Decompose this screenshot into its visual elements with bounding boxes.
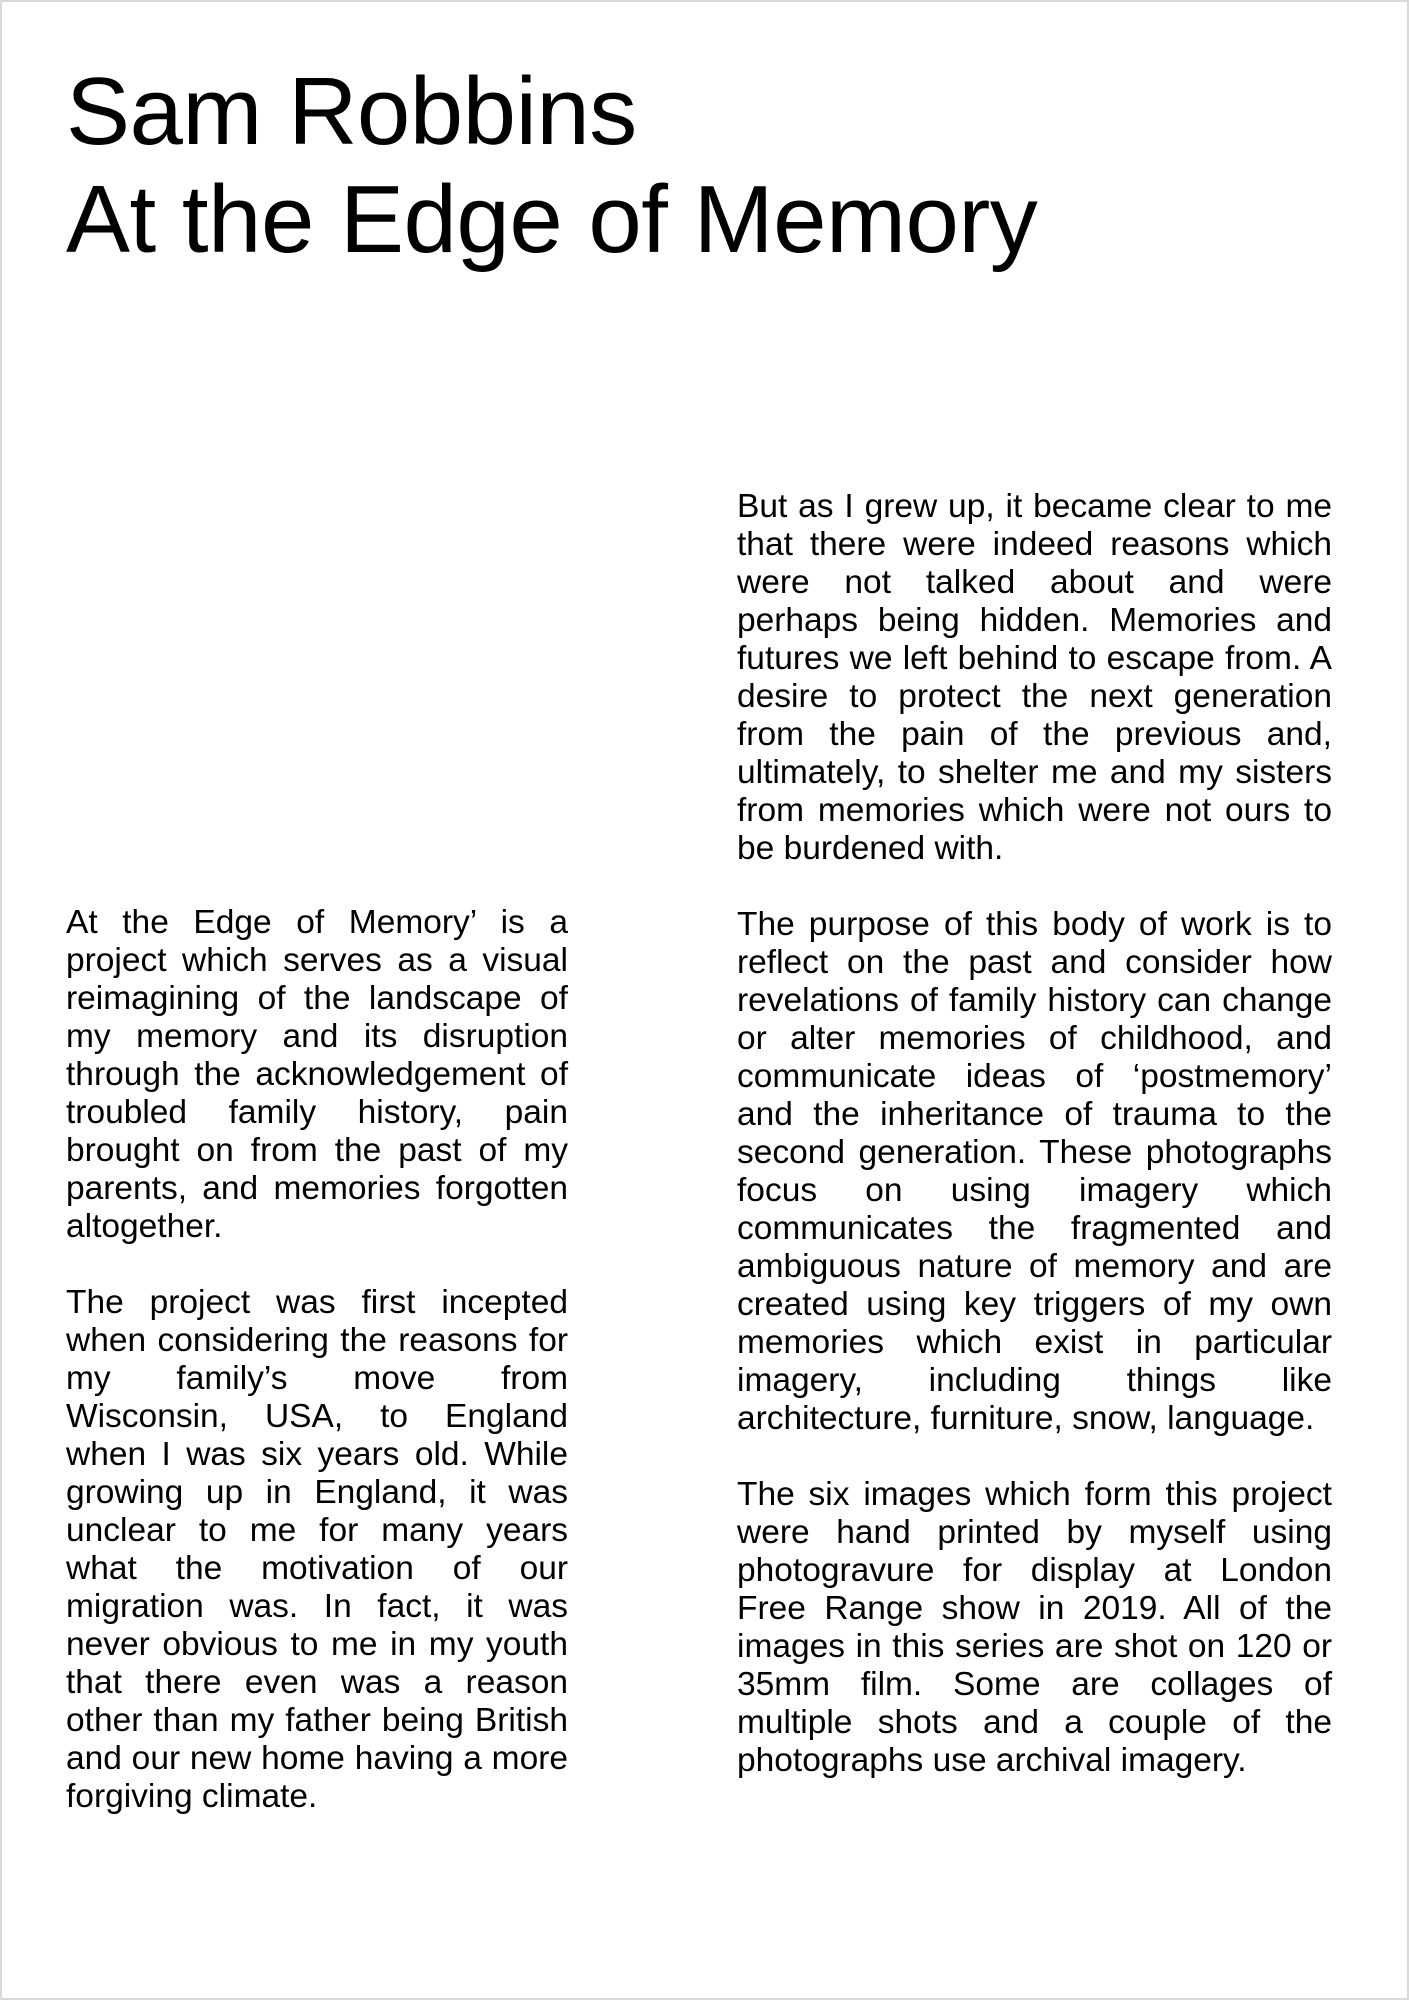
project-title: At the Edge of Memory [66,166,1038,273]
page-title [66,58,1037,274]
paragraph-reasons: But as I grew up, it became clear to me that there were indeed reasons which were not talked about and were perhaps being hidden. Memories and futures we left behind to escape from. A desire to protect the next generation from the pain of the previous and, ultimately, to shelter me and my sisters from memories which were not ours to be burdened with. [737,488,1332,867]
author-name: Sam Robbins [66,58,637,165]
paragraph-origin: The project was first incepted when considering the reasons for my family’s move from Wisconsin, USA, to England when I was six years old. While growing up in England, it was unclear to me for many years what the motivation of our migration was. In fact, it was never obvious to me in my youth that there even was a reason other than my father being British and our new home having a more forgiving climate. [66,1284,568,1815]
paragraph-purpose: The purpose of this body of work is to reflect on the past and consider how revelations of family history can change or alter memories of childhood, and communicate ideas of ‘postmemory’ and the inheritance of trauma to the second generation. These photographs focus on using imagery which communicates the fragmented and ambiguous nature of memory and are created using key triggers of my own memories which exist in particular imagery, including things like architecture, furniture, snow, language. [737,906,1332,1437]
right-text-column [737,488,1332,1780]
paragraph-intro: At the Edge of Memory’ is a project which serves as a visual reimagining of the landscape of my memory and its disruption through the acknowledgement of troubled family history, pain brought on from the past of my parents, and memories forgotten altogether. [66,904,568,1245]
left-text-column [66,904,568,1816]
paragraph-process: The six images which form this project were hand printed by myself using photogravure for display at London Free Range show in 2019. All of the images in this series are shot on 120 or 35mm film. Some are collages of multiple shots and a couple of the photographs use archival imagery. [737,1476,1332,1779]
